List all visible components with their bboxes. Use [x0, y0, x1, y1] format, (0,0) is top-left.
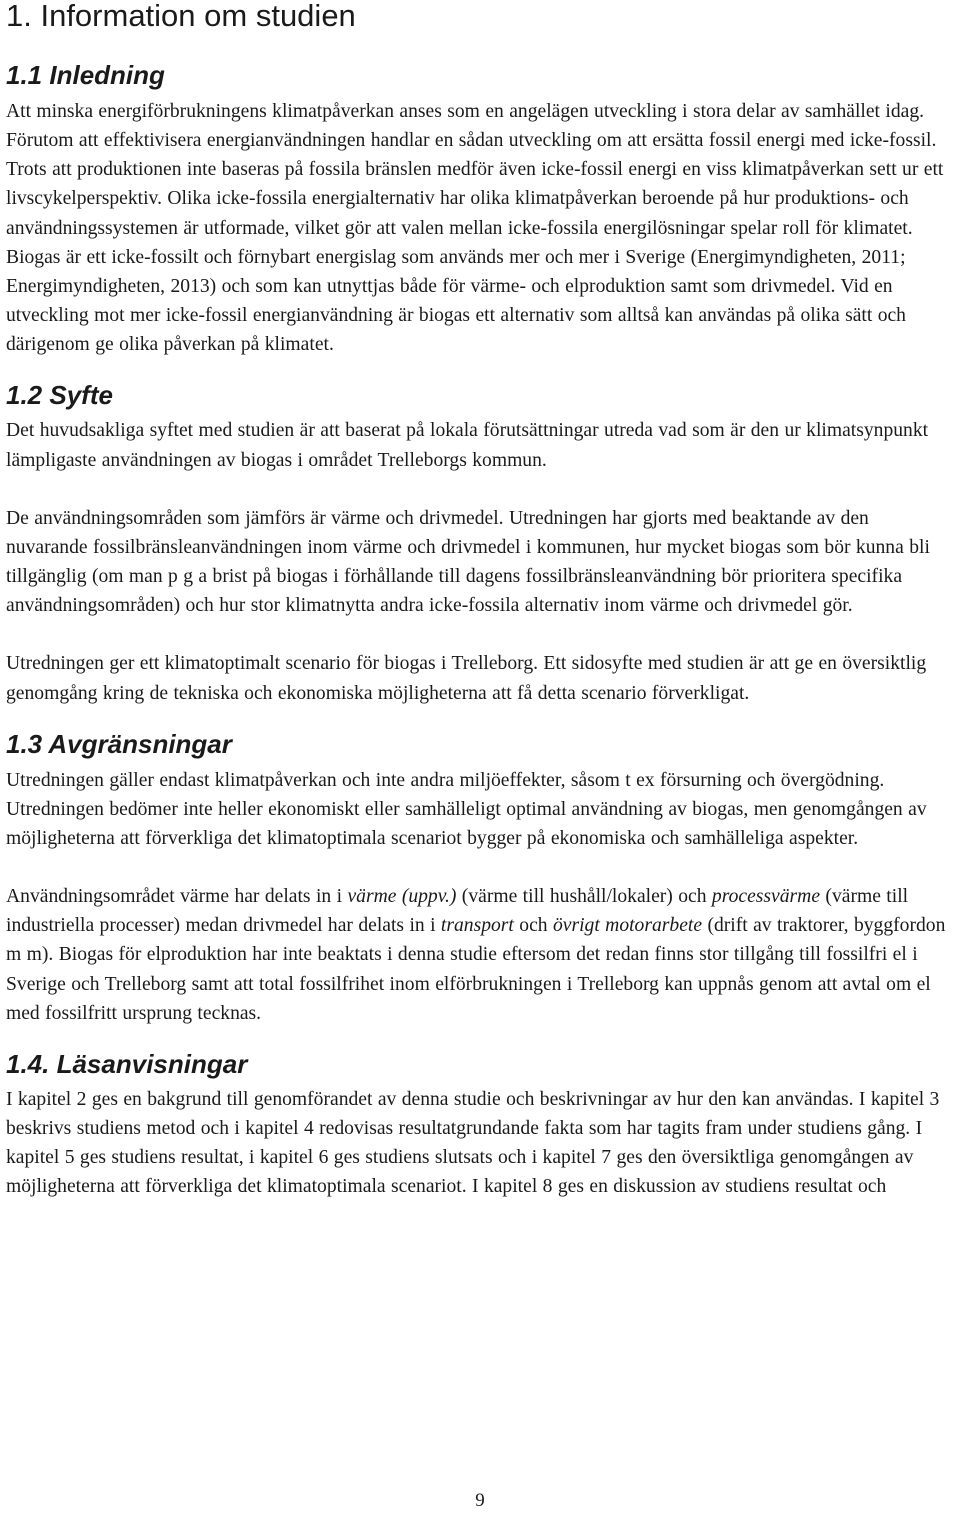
text-run: (värme till hushåll/lokaler) och — [456, 886, 712, 908]
italic-term-processvarme: processvärme — [711, 886, 821, 908]
paragraph-inledning: Att minska energiförbrukningens klimatpåverkan anses som en angelägen utveckling i stora delar av samhället idag. Förutom att effektivisera energianvändningen handlar en sådan utveckling om att ersätta fossil energi med icke-fossil. Trots att produktionen inte baseras på fossila bränslen medför även icke-fossil energi en viss klimatpåverkan sett ur ett livscykelperspektiv. Olika icke-fossila energialternativ har olika klimatpåverkan beroende på hur produktions- och användningssystemen är utformade, vilket gör att valen mellan icke-fossila energilösningar spelar roll för klimatet. Biogas är ett icke-fossilt och förnybart energislag som används mer och mer i Sverige (Energimyndigheten, 2011; Energimyndigheten, 2013) och som kan utnyttjas både för värme- och elproduktion samt som drivmedel. Vid en utveckling mot mer icke-fossil energianvändning är biogas ett alternativ som alltså kan användas på olika sätt och därigenom ge olika påverkan på klimatet. — [6, 101, 944, 356]
paragraph-syfte-3: Utredningen ger ett klimatoptimalt scenario för biogas i Trelleborg. Ett sidosyfte med studien är att ge en översiktlig genomgång kring de tekniska och ekonomiska möjligheterna att få detta scenario förverkligat. — [6, 653, 927, 704]
section-heading-lasanvisningar: 1.4. Läsanvisningar — [6, 1048, 248, 1079]
paragraph-syfte-1: Det huvudsakliga syftet med studien är att baserat på lokala förutsättningar utreda vad som är den ur klimatsynpunkt lämpligaste användningen av biogas i området Trelleborgs kommun. — [6, 420, 929, 471]
text-run: (drift av traktorer, byggfordon m m). Biogas för elproduktion har inte beaktats i denna studie eftersom det redan finns stor tillgång till fossilfri el i Sverige och Trelleborg samt att total fossilfrihet inom elförbrukningen i Trelleborg kan uppnås genom att avtal om el med fossilfritt ursprung tecknas. — [6, 915, 946, 1024]
italic-term-ovrigt-motorarbete: övrigt motorarbete — [552, 915, 703, 937]
section-heading-avgransningar: 1.3 Avgränsningar — [6, 728, 232, 759]
text-run: och — [513, 915, 553, 937]
text-run: (värme till industriella processer) medan drivmedel har delats in i — [6, 886, 909, 937]
chapter-title: 1. Information om studien — [6, 0, 356, 33]
document-page — [6, 0, 954, 1202]
paragraph-avgransningar-1: Utredningen gäller endast klimatpåverkan och inte andra miljöeffekter, såsom t ex försurning och övergödning. Utredningen bedömer inte heller ekonomiskt eller samhälleligt optimal användning av biogas, men genomgången av möjligheterna att förverkliga det klimatoptimala scenariot bygger på ekonomiska och samhälleliga aspekter. — [6, 769, 927, 849]
paragraph-lasanvisningar: I kapitel 2 ges en bakgrund till genomförandet av denna studie och beskrivningar av hur den kan användas. I kapitel 3 beskrivs studiens metod och i kapitel 4 redovisas resultatgrundande fakta som har tagits fram under studiens gång. I kapitel 5 ges studiens resultat, i kapitel 6 ges studiens slutsats och i kapitel 7 ges den översiktliga genomgången av möjligheterna att förverkliga det klimatoptimala scenariot. I kapitel 8 ges en diskussion av studiens resultat och — [6, 1088, 940, 1198]
italic-term-transport: transport — [440, 915, 514, 937]
italic-term-varme-uppv: värme (uppv.) — [347, 886, 457, 908]
page-number: 9 — [475, 1490, 485, 1511]
paragraph-avgransningar-2 — [6, 882, 954, 1028]
section-heading-syfte: 1.2 Syfte — [6, 380, 113, 411]
paragraph-syfte-2: De användningsområden som jämförs är värme och drivmedel. Utredningen har gjorts med beaktande av den nuvarande fossilbränsleanvändningen inom värme och drivmedel i kommunen, hur mycket biogas som bör kunna bli tillgänglig (om man p g a brist på biogas i förhållande till dagens fossilbränsleanvändning bör prioritera specifika användningsområden) och hur stor klimatnytta andra icke-fossila alternativ inom värme och drivmedel gör. — [6, 507, 930, 617]
text-run: Användningsområdet värme har delats in i — [6, 886, 348, 908]
section-heading-inledning: 1.1 Inledning — [6, 60, 165, 90]
